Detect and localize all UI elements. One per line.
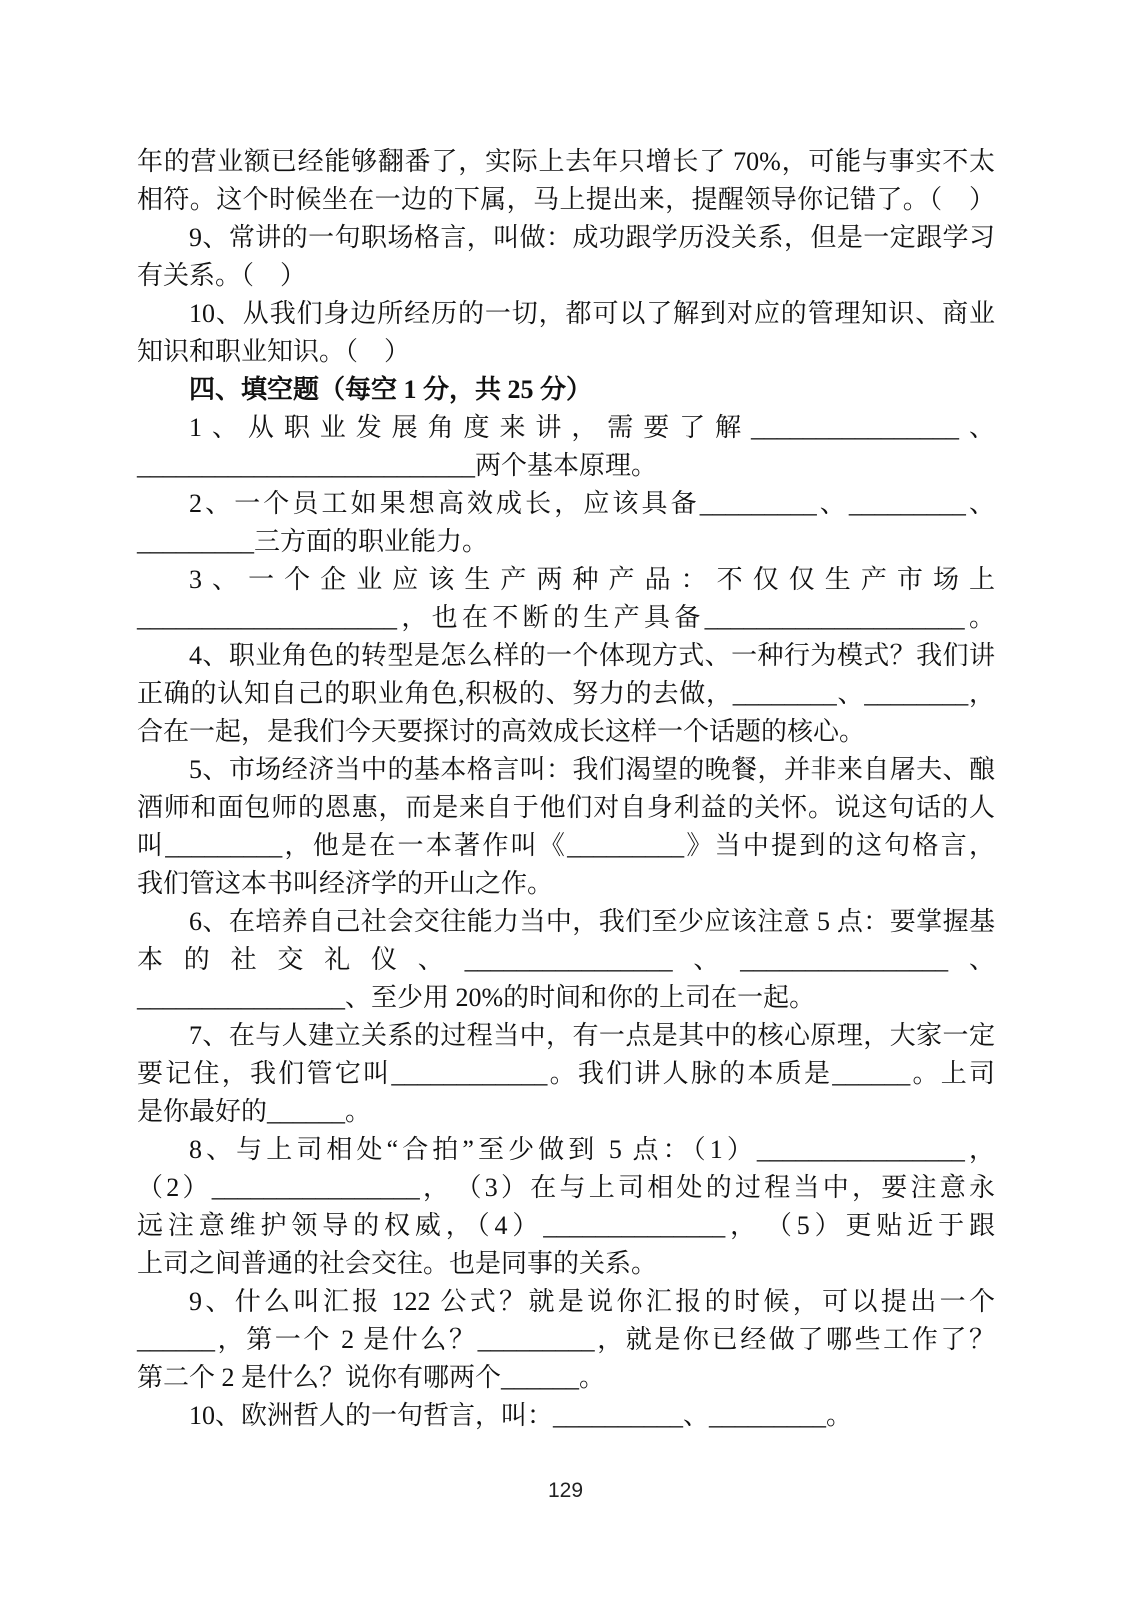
question-line: 8、与上司相处“合拍”至少做到 5 点：（1）________________， bbox=[189, 1135, 995, 1164]
page-number: 129 bbox=[547, 1479, 584, 1502]
paragraph-line: 相符。这个时候坐在一边的下属，马上提出来，提醒领导你记错了。（ ） bbox=[137, 185, 995, 214]
blank-line: ______，第一个 2 是什么？_________，就是你已经做了哪些工作了？ bbox=[137, 1325, 995, 1354]
question-line: 10、从我们身边所经历的一切，都可以了解到对应的管理知识、商业 bbox=[189, 299, 995, 328]
blank-line: 本的社交礼仪、________________、________________、 bbox=[137, 945, 995, 974]
blank-line: ____________________，也在不断的生产具备____________________。 bbox=[137, 603, 995, 632]
blank-line: 要记住，我们管它叫____________。我们讲人脉的本质是______。上司 bbox=[137, 1059, 995, 1088]
blank-line: （2）________________， （3）在与上司相处的过程当中，要注意永 bbox=[137, 1173, 995, 1202]
paragraph-line: 知识和职业知识。（ ） bbox=[137, 337, 411, 366]
blank-line: _________三方面的职业能力。 bbox=[137, 527, 489, 556]
blank-line: 远注意维护领导的权威，（4）______________， （5）更贴近于跟 bbox=[137, 1211, 995, 1240]
question-line: 9、常讲的一句职场格言，叫做：成功跟学历没关系，但是一定跟学习 bbox=[189, 223, 995, 252]
question-line: 4、职业角色的转型是怎么样的一个体现方式、一种行为模式？我们讲 bbox=[189, 641, 995, 670]
blank-line: 是你最好的______。 bbox=[137, 1097, 372, 1126]
section-heading: 四、填空题（每空 1 分，共 25 分） bbox=[189, 375, 593, 404]
blank-line: ________________、至少用 20%的时间和你的上司在一起。 bbox=[137, 983, 816, 1012]
document-body bbox=[137, 143, 995, 1435]
blank-line: __________________________两个基本原理。 bbox=[137, 451, 658, 480]
paragraph-line: 年的营业额已经能够翻番了，实际上去年只增长了 70%，可能与事实不太 bbox=[137, 147, 995, 176]
question-line: 2、一个员工如果想高效成长，应该具备_________、_________、 bbox=[189, 489, 995, 518]
paragraph-line: 第二个 2 是什么？说你有哪两个______。 bbox=[137, 1363, 606, 1392]
question-line: 3、一个企业应该生产两种产品：不仅仅生产市场上 bbox=[189, 565, 995, 594]
question-line: 5、市场经济当中的基本格言叫：我们渴望的晚餐，并非来自屠夫、酿 bbox=[189, 755, 995, 784]
question-line: 7、在与人建立关系的过程当中，有一点是其中的核心原理，大家一定 bbox=[189, 1021, 995, 1050]
question-line: 9、什么叫汇报 122 公式？就是说你汇报的时候，可以提出一个 bbox=[189, 1287, 995, 1316]
paragraph-line: 合在一起，是我们今天要探讨的高效成长这样一个话题的核心。 bbox=[137, 717, 866, 746]
question-line: 6、在培养自己社会交往能力当中，我们至少应该注意 5 点：要掌握基 bbox=[189, 907, 995, 936]
paragraph-line: 我们管这本书叫经济学的开山之作。 bbox=[137, 869, 554, 898]
question-line: 1、从职业发展角度来讲，需要了解________________、 bbox=[189, 413, 995, 442]
paragraph-line: 正确的认知自己的职业角色,积极的、努力的去做，________、________， bbox=[137, 679, 995, 708]
paragraph-line: 上司之间普通的社会交往。也是同事的关系。 bbox=[137, 1249, 658, 1278]
blank-line: 叫_________，他是在一本著作叫《_________》当中提到的这句格言， bbox=[137, 831, 995, 860]
paragraph-line: 酒师和面包师的恩惠，而是来自于他们对自身利益的关怀。说这句话的人 bbox=[137, 793, 995, 822]
paragraph-line: 有关系。（ ） bbox=[137, 261, 307, 290]
question-line: 10、欧洲哲人的一句哲言，叫：__________、_________。 bbox=[189, 1401, 853, 1430]
